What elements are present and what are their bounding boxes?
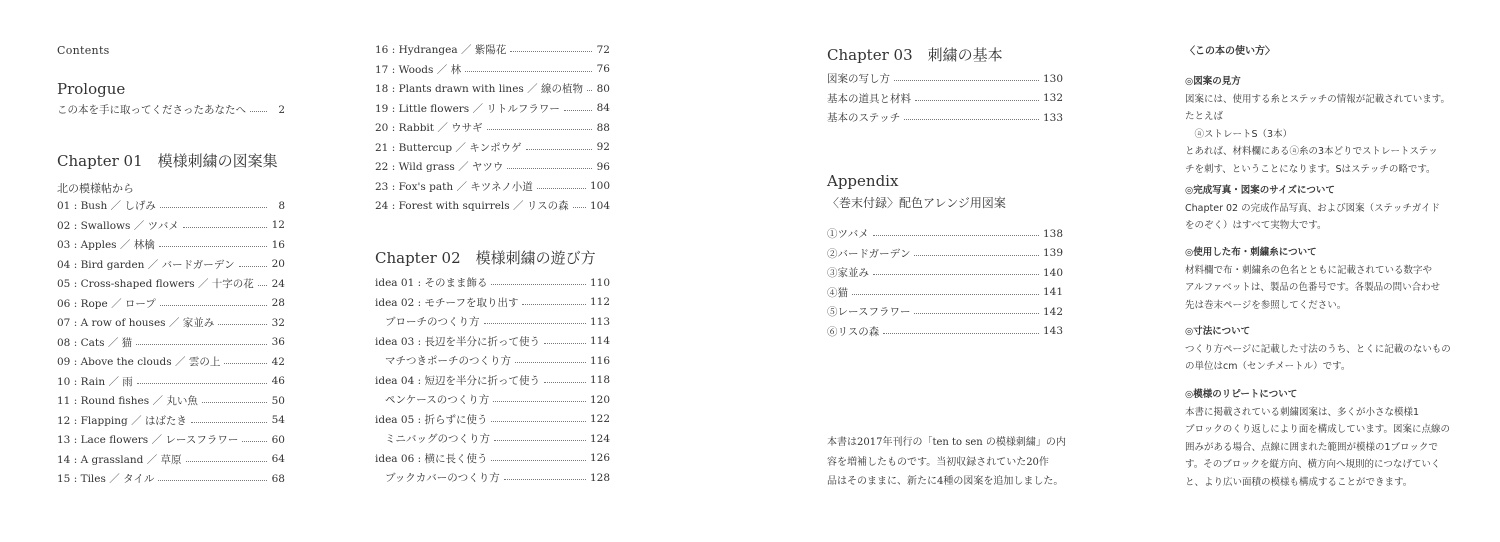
entry-page: 80 [596, 82, 610, 95]
leader-dots [573, 207, 586, 208]
entry-page: 54 [271, 414, 285, 427]
entry-page: 133 [1042, 111, 1063, 124]
leader-dots [510, 51, 592, 52]
toc-entry[interactable] [375, 293, 610, 313]
entry-page: 100 [589, 180, 610, 193]
usage-section-title: ◎図案の見方 [1185, 76, 1241, 87]
usage-heading: 〈この本の使い方〉 [1185, 46, 1275, 57]
entry-page: 110 [589, 276, 610, 289]
leader-dots [852, 294, 1039, 295]
toc-entry[interactable] [375, 99, 610, 119]
entry-page: 116 [589, 354, 610, 367]
entry-page: 24 [271, 277, 285, 290]
leader-dots [504, 479, 586, 480]
entry-page: 124 [589, 432, 610, 445]
leader-dots [493, 401, 586, 402]
toc-entry[interactable] [827, 283, 1063, 303]
entry-page: 138 [1042, 227, 1063, 240]
toc-entry[interactable] [375, 196, 610, 216]
toc-entry[interactable] [57, 333, 285, 353]
entry-page: 139 [1042, 247, 1063, 260]
entry-title: ①ツバメ [827, 228, 869, 241]
leader-dots [183, 227, 267, 228]
leader-dots [136, 344, 267, 345]
entry-page: 84 [596, 102, 610, 115]
leader-dots [186, 461, 267, 462]
leader-dots [883, 333, 1039, 334]
leader-dots [526, 149, 592, 150]
usage-section-title: ◎模様のリピートについて [1185, 389, 1298, 400]
toc-entry[interactable] [57, 235, 285, 255]
appendix-subheading: 〈巻末付録〉配色アレンジ用図案 [827, 196, 1006, 210]
entry-title: ③家並み [827, 267, 869, 280]
usage-section [1185, 386, 1465, 491]
toc-entry[interactable] [375, 273, 610, 293]
leader-dots [137, 383, 267, 384]
entry-title: 22 : Wild grass ／ ヤツウ [375, 161, 504, 174]
entry-title: 01 : Bush ／ しげみ [57, 200, 156, 213]
entry-page: 140 [1042, 266, 1063, 279]
usage-section-line: Chapter 02 の完成作品写真、および図案（ステッチガイド [1185, 202, 1440, 214]
toc-entry[interactable] [827, 263, 1063, 283]
leader-dots [487, 129, 592, 130]
leader-dots [491, 284, 585, 285]
entry-title: idea 01 : そのまま飾る [375, 277, 488, 290]
usage-section-line: とあれば、材料欄にあるⓐ糸の3本どりでストレートステッ [1185, 146, 1438, 157]
leader-dots [258, 285, 267, 286]
entry-page: 12 [271, 219, 285, 232]
entry-page: 20 [271, 258, 285, 271]
toc-entry[interactable] [57, 196, 285, 216]
entry-page: 28 [271, 297, 285, 310]
leader-dots [159, 246, 267, 247]
usage-section-line: をのぞく）はすべて実物大です。 [1185, 220, 1327, 231]
entry-title: 基本の道具と材料 [827, 92, 911, 105]
usage-section-line: 囲みがある場合、点線に囲まれた範囲が模様の1ブロックで [1185, 441, 1438, 453]
entry-title: 09 : Above the clouds ／ 雲の上 [57, 356, 221, 369]
entry-title: 06 : Rope ／ ロープ [57, 297, 156, 310]
entry-title: 18 : Plants drawn with lines ／ 線の植物 [375, 83, 583, 96]
leader-dots [224, 363, 267, 364]
entry-title: 02 : Swallows ／ ツバメ [57, 219, 179, 232]
entry-page: 143 [1042, 325, 1063, 338]
chapter03-list [827, 69, 1063, 128]
toc-entry[interactable] [57, 100, 285, 120]
entry-title: 11 : Round fishes ／ 丸い魚 [57, 395, 198, 408]
chapter01-list-cont [375, 40, 610, 216]
toc-entry[interactable] [57, 430, 285, 450]
toc-entry[interactable] [375, 410, 610, 430]
entry-page: 92 [596, 141, 610, 154]
chapter03-heading: Chapter 03 刺繍の基本 [827, 46, 1003, 64]
toc-entry[interactable] [827, 322, 1063, 342]
entry-page: 2 [278, 103, 285, 116]
entry-title: 14 : A grassland ／ 草原 [57, 453, 182, 466]
toc-entry[interactable] [57, 450, 285, 470]
leader-dots [904, 119, 1039, 120]
entry-page: 46 [271, 375, 285, 388]
toc-entry[interactable] [375, 312, 610, 332]
entry-title: 04 : Bird garden ／ バードガーデン [57, 258, 235, 271]
entry-title: ⑥リスの森 [827, 325, 880, 338]
usage-section-line: す。そのブロックを縦方向、横方向へ規則的につなげていく [1185, 459, 1441, 470]
toc-entry[interactable] [375, 177, 610, 197]
toc-entry[interactable] [827, 224, 1063, 244]
leader-dots [491, 460, 585, 461]
leader-dots [515, 362, 586, 363]
entry-page: 112 [589, 296, 610, 309]
entry-page: 72 [596, 43, 610, 56]
entry-page: 60 [271, 433, 285, 446]
usage-section-line: アルファベットは、製品の色番号です。各製品の問い合わせ [1185, 282, 1441, 293]
entry-page: 120 [589, 393, 610, 406]
toc-entry[interactable] [827, 244, 1063, 264]
appendix-list [827, 224, 1063, 341]
entry-page: 88 [596, 121, 610, 134]
toc-entry[interactable] [57, 391, 285, 411]
entry-title: 21 : Buttercup ／ キンポウゲ [375, 141, 522, 154]
usage-section-line: たとえば [1185, 111, 1224, 122]
toc-entry[interactable] [827, 302, 1063, 322]
leader-dots [160, 305, 267, 306]
leader-dots [158, 480, 267, 481]
toc-entry[interactable] [375, 118, 610, 138]
leader-dots [491, 421, 585, 422]
entry-page: 42 [271, 355, 285, 368]
toc-entry[interactable] [375, 449, 610, 469]
usage-section [1185, 323, 1465, 376]
leader-dots [544, 382, 586, 383]
entry-page: 141 [1042, 286, 1063, 299]
entry-title: ペンケースのつくり方 [385, 394, 490, 407]
appendix-heading: Appendix [827, 172, 899, 190]
leader-dots [202, 402, 267, 403]
usage-section-line: の単位はcm（センチメートル）です。 [1185, 361, 1351, 372]
entry-page: 76 [596, 63, 610, 76]
toc-entry[interactable] [375, 332, 610, 352]
toc-entry[interactable] [375, 390, 610, 410]
entry-title: 07 : A row of houses ／ 家並み [57, 317, 215, 330]
entry-title: ブローチのつくり方 [385, 316, 480, 329]
entry-title: ④猫 [827, 286, 848, 299]
entry-title: 05 : Cross-shaped flowers ／ 十字の花 [57, 278, 254, 291]
entry-page: 128 [589, 471, 610, 484]
toc-entry[interactable] [57, 372, 285, 392]
toc-entry[interactable] [57, 294, 285, 314]
entry-title: 16 : Hydrangea ／ 紫陽花 [375, 44, 507, 57]
chapter01-heading: Chapter 01 模様刺繍の図案集 [57, 152, 278, 170]
usage-section [1185, 73, 1465, 178]
toc-entry[interactable] [375, 351, 610, 371]
toc-entry[interactable] [57, 216, 285, 236]
entry-page: 114 [589, 335, 610, 348]
toc-entry[interactable] [375, 157, 610, 177]
usage-section [1185, 182, 1465, 235]
entry-page: 122 [589, 413, 610, 426]
leader-dots [873, 235, 1039, 236]
entry-page: 36 [271, 336, 285, 349]
entry-title: 12 : Flapping ／ はばたき [57, 414, 187, 427]
entry-title: idea 05 : 折らずに使う [375, 413, 488, 426]
chapter02-list [375, 273, 610, 488]
entry-page: 16 [271, 238, 285, 251]
leader-dots [191, 422, 267, 423]
contents-label: Contents [57, 44, 110, 57]
entry-page: 96 [596, 160, 610, 173]
chapter02-heading: Chapter 02 模様刺繍の遊び方 [375, 249, 596, 267]
usage-section-line: ⓐストレートS（3本） [1185, 128, 1293, 140]
leader-dots [250, 111, 267, 112]
usage-section-line: 図案には、使用する糸とステッチの情報が記載されています。 [1185, 93, 1451, 105]
entry-page: 118 [589, 374, 610, 387]
usage-section-line: 材料欄で布・刺繍糸の色名とともに記載されている数字や [1185, 264, 1433, 276]
leader-dots [587, 90, 592, 91]
toc-entry[interactable] [57, 352, 285, 372]
toc-entry[interactable] [57, 274, 285, 294]
entry-page: 126 [589, 452, 610, 465]
entry-title: idea 06 : 横に長く使う [375, 452, 488, 465]
leader-dots [564, 110, 592, 111]
entry-title: 基本のステッチ [827, 112, 901, 125]
leader-dots [484, 323, 586, 324]
entry-page: 8 [278, 199, 285, 212]
entry-title: 23 : Fox's path ／ キツネノ小道 [375, 180, 533, 193]
entry-title: 20 : Rabbit ／ ウサギ [375, 122, 483, 135]
entry-title: ブックカバーのつくり方 [385, 472, 500, 485]
leader-dots [894, 80, 1039, 81]
usage-section [1185, 244, 1465, 314]
entry-page: 64 [271, 453, 285, 466]
entry-title: マチつきポーチのつくり方 [385, 355, 511, 368]
usage-section-line: 先は巻末ページを参照してください。 [1185, 299, 1347, 311]
chapter01-subheading: 北の模様帖から [57, 182, 134, 195]
prologue-heading: Prologue [57, 80, 126, 98]
toc-entry[interactable] [57, 411, 285, 431]
entry-title: 10 : Rain ／ 雨 [57, 375, 133, 388]
entry-title: 03 : Apples ／ 林檎 [57, 239, 155, 252]
entry-title: ⑤レースフラワー [827, 306, 911, 319]
leader-dots [494, 440, 586, 441]
toc-entry[interactable] [827, 89, 1063, 109]
toc-entry[interactable] [375, 468, 610, 488]
leader-dots [160, 207, 267, 208]
prologue-list [57, 100, 285, 120]
entry-page: 50 [271, 394, 285, 407]
entry-title: 08 : Cats ／ 猫 [57, 336, 133, 349]
entry-title: 19 : Little flowers ／ リトルフラワー [375, 102, 560, 115]
leader-dots [544, 343, 586, 344]
entry-title: 図案の写し方 [827, 73, 890, 86]
leader-dots [239, 266, 267, 267]
entry-title: この本を手に取ってくださったあなたへ [57, 104, 246, 117]
usage-section-title: ◎使用した布・刺繍糸について [1185, 247, 1317, 258]
entry-title: idea 04 : 短辺を半分に折って使う [375, 374, 540, 387]
usage-section-line: ブロックのくり返しにより面を構成しています。図案に点線の [1185, 424, 1451, 435]
entry-page: 142 [1042, 305, 1063, 318]
paragraph-line: 品はそのままに、新たに4種の図案を追加しました。 [827, 476, 1064, 487]
toc-entry[interactable] [375, 138, 610, 158]
leader-dots [914, 313, 1038, 314]
usage-section-line: つくり方ページに記載した寸法のうち、とくに記載のないもの [1185, 343, 1451, 355]
usage-section-title: ◎寸法について [1185, 326, 1251, 337]
intro-paragraph [827, 433, 1067, 492]
entry-title: 13 : Lace flowers ／ レースフラワー [57, 434, 239, 447]
entry-title: idea 03 : 長辺を半分に折って使う [375, 335, 540, 348]
leader-dots [522, 304, 586, 305]
entry-page: 113 [589, 315, 610, 328]
entry-title: ミニバッグのつくり方 [385, 433, 490, 446]
toc-entry[interactable] [375, 40, 610, 60]
paragraph-line: 本書は2017年刊行の「ten to sen の模様刺繍」の内 [827, 437, 1066, 448]
usage-section-line: 本書に掲載されている刺繍図案は、多くが小さな模様1 [1185, 406, 1420, 418]
toc-entry[interactable] [375, 371, 610, 391]
leader-dots [242, 441, 267, 442]
leader-dots [218, 324, 267, 325]
leader-dots [537, 188, 586, 189]
entry-title: 17 : Woods ／ 林 [375, 63, 462, 76]
toc-entry[interactable] [57, 255, 285, 275]
leader-dots [507, 168, 592, 169]
toc-entry[interactable] [827, 69, 1063, 89]
chapter01-list [57, 196, 285, 489]
toc-entry[interactable] [375, 79, 610, 99]
toc-entry[interactable] [375, 429, 610, 449]
entry-title: idea 02 : モチーフを取り出す [375, 296, 519, 309]
entry-page: 104 [589, 199, 610, 212]
leader-dots [873, 274, 1039, 275]
paragraph-line: 容を増補したものです。当初収録されていた20作 [827, 456, 1049, 468]
leader-dots [465, 71, 592, 72]
usage-section-line: と、より広い面積の模様も構成することができます。 [1185, 476, 1413, 488]
entry-page: 130 [1042, 72, 1063, 85]
entry-page: 68 [271, 472, 285, 485]
toc-entry[interactable] [375, 60, 610, 80]
usage-section-line: チを刺す、ということになります。Sはステッチの略です。 [1185, 163, 1436, 175]
leader-dots [914, 255, 1038, 256]
usage-section-title: ◎完成写真・図案のサイズについて [1185, 185, 1335, 196]
entry-title: ②バードガーデン [827, 247, 911, 260]
toc-entry[interactable] [57, 313, 285, 333]
entry-page: 132 [1042, 92, 1063, 105]
leader-dots [915, 100, 1039, 101]
entry-title: 15 : Tiles ／ タイル [57, 473, 155, 486]
toc-entry[interactable] [827, 108, 1063, 128]
entry-page: 32 [271, 316, 285, 329]
toc-entry[interactable] [57, 469, 285, 489]
entry-title: 24 : Forest with squirrels ／ リスの森 [375, 200, 569, 213]
